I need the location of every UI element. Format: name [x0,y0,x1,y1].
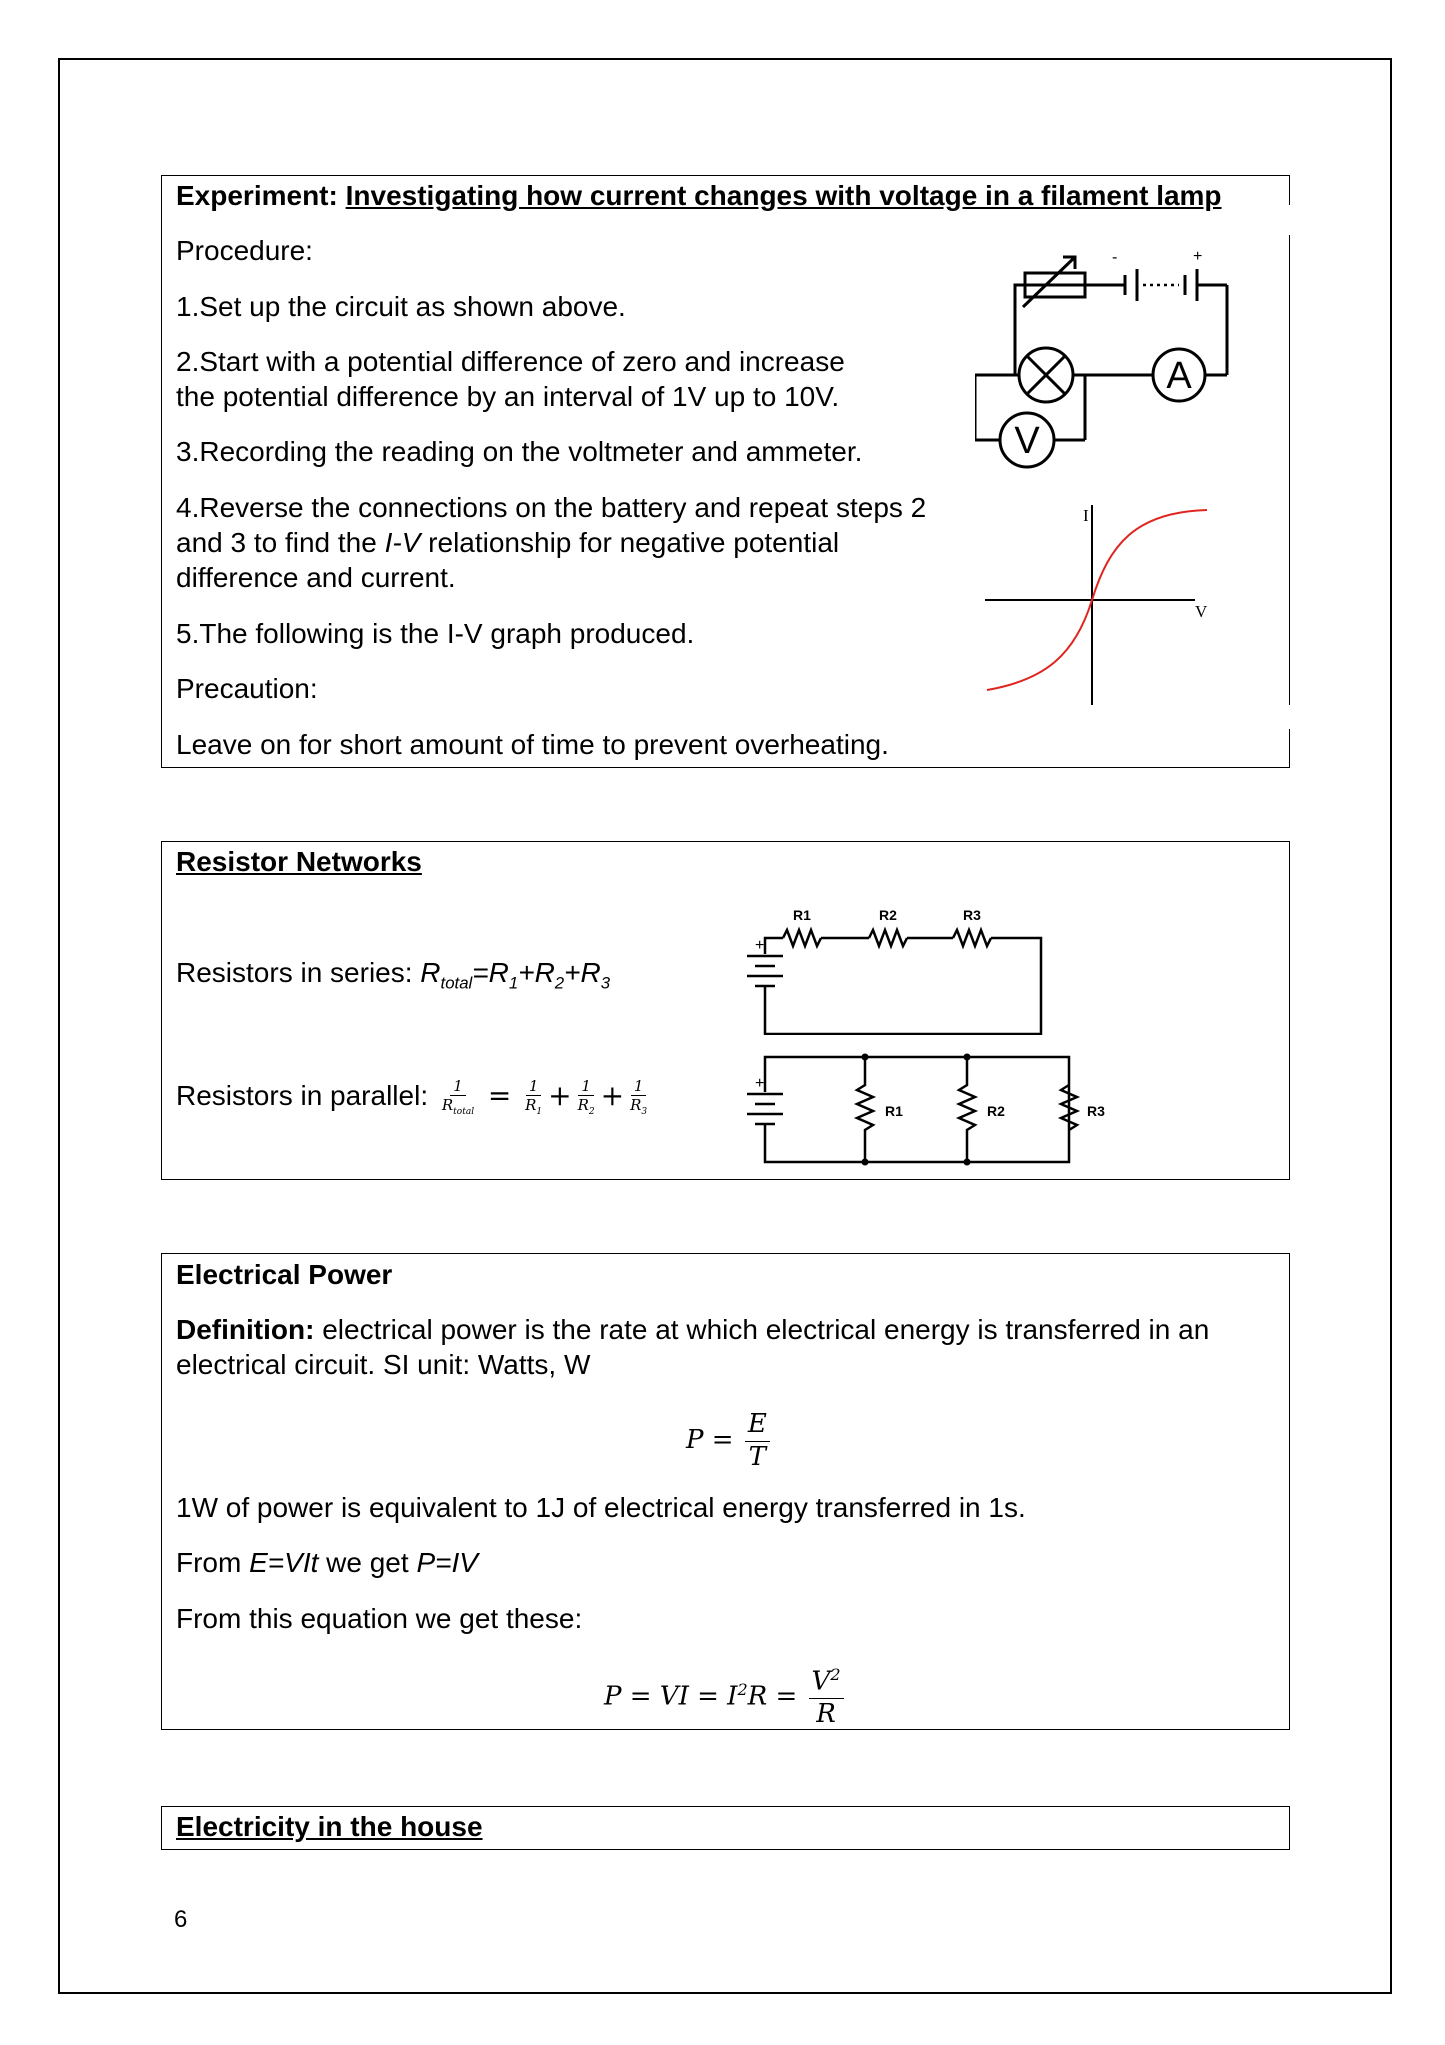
parallel-battery-plus: + [755,1075,765,1092]
precaution-text: Leave on for short amount of time to prevent overheating. [176,729,889,760]
page-number: 6 [174,1906,188,1933]
step-4b [176,525,839,561]
eq2-num-v: V [811,1666,831,1697]
series-r2: R [534,957,555,988]
variable-resistor-arrow [1023,257,1075,307]
junction-bottom-2 [964,1159,971,1166]
series-prefix: Resistors in series: [176,957,421,988]
ammeter-label: A [1166,355,1192,397]
eq1-frac [745,1409,770,1472]
series-s2: 2 [554,973,565,993]
frac-r1-sub: 1 [536,1107,543,1118]
frac-r3 [627,1077,650,1118]
frac-r3-sub: 3 [641,1107,648,1118]
step-4b-start: and 3 to find the [176,527,385,558]
eq2-mid: R = [747,1681,798,1712]
frac-r1 [522,1077,545,1118]
series-circuit-diagram [735,900,1055,1035]
frac-r3-r: R [630,1096,642,1115]
border-gap-bottom [1286,705,1294,729]
eq1-lhs: P = [686,1425,734,1455]
parallel-plus2: + [600,1079,625,1112]
frac-r1-r: R [525,1096,537,1115]
series-r2-symbol [869,930,907,946]
parallel-plus1: + [548,1079,572,1112]
parallel-label-r2: R2 [987,1103,1005,1119]
battery-minus: - [1112,249,1118,266]
step-2a: 2.Start with a potential difference of zero and increase [176,346,845,377]
power-line-1: 1W of power is equivalent to 1J of electrical energy transferred in 1s. [176,1492,1026,1523]
step-3: 3.Recording the reading on the voltmeter and ammeter. [176,436,863,467]
series-total-sub: total [440,973,473,993]
frac-r1-num: 1 [526,1077,542,1096]
filament-lamp-circuit [975,245,1245,475]
step-4b-end: relationship for negative potential [420,527,840,558]
parallel-r1-symbol [857,1057,873,1162]
series-r1-symbol [783,930,821,946]
parallel-formula [176,1072,653,1120]
battery-plus: + [1193,248,1203,265]
series-s3: 3 [600,973,611,993]
definition-line-1 [176,1312,1209,1348]
parallel-eq: = [487,1079,512,1112]
parallel-prefix: Resistors in parallel: [176,1080,436,1111]
experiment-title-text: Investigating how current changes with voltage in a filament lamp [345,180,1222,211]
series-label-r3: R3 [963,907,981,923]
series-plus1: + [518,957,535,988]
series-label-r2: R2 [879,907,897,923]
step-4a: 4.Reverse the connections on the battery and repeat steps 2 [176,492,927,523]
definition-line-2: electrical circuit. SI unit: Watts, W [176,1349,591,1380]
frac-r3-num: 1 [631,1077,647,1096]
junction-bottom-1 [862,1159,869,1166]
precaution-label: Precaution: [176,673,318,704]
series-s1: 1 [508,973,519,993]
frac-r-total [439,1077,477,1118]
voltmeter-label: V [1014,420,1040,462]
series-r1: R [488,957,509,988]
series-battery-plus: + [755,937,765,954]
resistor-networks-title: Resistor Networks [176,846,422,877]
eq1-num: E [745,1409,770,1441]
from-mid: we get [318,1547,417,1578]
resistor-networks-box [161,841,1290,1180]
series-eq: = [472,957,489,988]
series-label-r1: R1 [793,907,811,923]
equation-power-energy [686,1400,773,1480]
frac-den-r: R [441,1096,454,1115]
parallel-r2-symbol [959,1057,975,1162]
series-r3-symbol [953,930,991,946]
from-eq2: P=IV [416,1547,478,1578]
frac-r2-num: 1 [578,1077,594,1096]
eq2-num-sup: 2 [830,1665,841,1685]
step-2b: the potential difference by an interval of 1V up to 10V. [176,381,840,412]
iv-graph [985,495,1245,710]
definition-label: Definition: [176,1314,315,1345]
step-1: 1.Set up the circuit as shown above. [176,291,626,322]
iv-x-label: V [1195,602,1208,621]
eq2-frac [809,1665,844,1730]
frac-r2 [575,1077,598,1118]
series-r3: R [580,957,601,988]
eq2-den: R [816,1698,836,1729]
house-title: Electricity in the house [176,1811,483,1842]
from-eq1: E=VIt [249,1547,319,1578]
parallel-circuit-diagram [735,1050,1115,1170]
series-plus2: + [564,957,581,988]
equation-power-forms [604,1650,847,1737]
experiment-label: Experiment: [176,180,338,211]
eq2-sup: 2 [737,1680,748,1699]
step-5: 5.The following is the I-V graph produced. [176,618,695,649]
definition-text: electrical power is the rate at which electrical energy is transferred in an [314,1314,1210,1345]
junction-top-2 [964,1054,971,1061]
power-line-2 [176,1545,478,1581]
procedure-label: Procedure: [176,235,313,266]
iv-y-label: I [1083,506,1089,525]
electrical-power-title: Electrical Power [176,1259,393,1290]
frac-den-total: total [453,1107,475,1118]
eq1-den: T [748,1441,766,1472]
step-4b-iv: I-V [384,527,421,558]
frac-r2-r: R [577,1096,589,1115]
step-4c: difference and current. [176,562,456,593]
frac-num-1: 1 [450,1077,466,1096]
series-formula [176,955,610,1002]
power-line-3: From this equation we get these: [176,1603,583,1634]
junction-top-1 [862,1054,869,1061]
experiment-title [176,178,1222,214]
frac-r2-sub: 2 [588,1107,595,1118]
border-gap-top [1286,205,1294,235]
eq2-lhs: P = VI = I [604,1681,738,1712]
from-prefix: From [176,1547,250,1578]
parallel-label-r1: R1 [885,1103,903,1119]
series-r-total: R [420,957,441,988]
parallel-label-r3: R3 [1087,1103,1105,1119]
